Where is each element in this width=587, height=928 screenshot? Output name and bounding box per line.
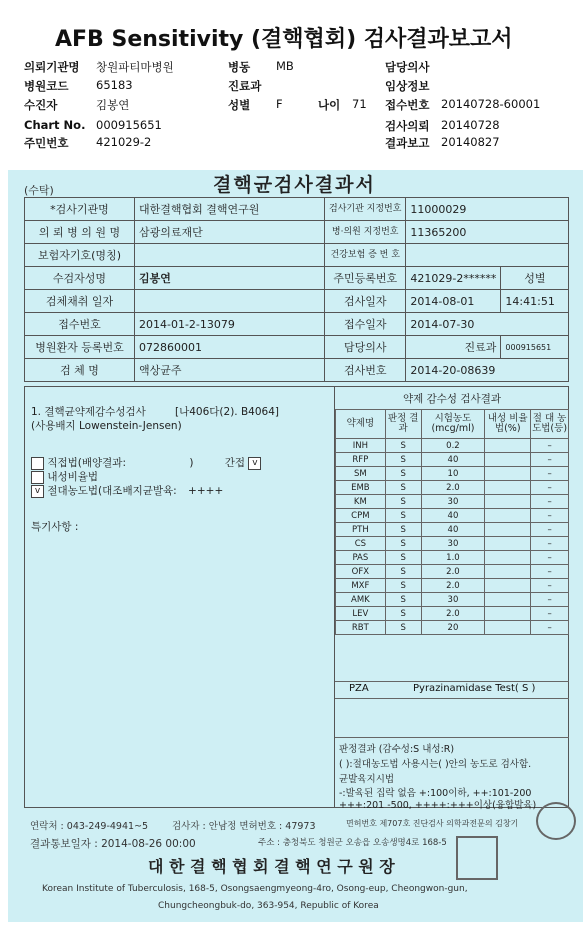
sensitivity-cell: S [385,523,421,537]
form-info-table [24,197,569,382]
sensitivity-cell [485,579,531,593]
sensitivity-cell: – [531,439,569,453]
sensitivity-cell: – [531,551,569,565]
sensitivity-cell: 30 [421,495,485,509]
specimen-value: 액상균주 [135,359,325,382]
sensitivity-cell [485,509,531,523]
test-time-value: 14:41:51 [501,290,569,313]
pt-reg-value: 072860001 [135,336,325,359]
sensitivity-cell [485,537,531,551]
absolute-value: ++++ [188,485,224,497]
id-value: 421029-2 [96,135,152,149]
test-no-label: 검사번호 [325,359,406,382]
sensitivity-cell: 2.0 [421,607,485,621]
sensitivity-row [336,551,569,565]
sensitivity-cell: – [531,495,569,509]
direct-checkbox[interactable] [31,457,44,470]
test-inst-no-value: 11000029 [406,198,569,221]
col-header: 약제명 [336,410,386,439]
doctor-label: 담당의사 [385,60,430,74]
sensitivity-cell: – [531,509,569,523]
col-header: 절 대 농도법(등) [531,410,569,439]
health-ins-value [406,244,569,267]
sensitivity-cell: SM [336,467,386,481]
sensitivity-cell: S [385,439,421,453]
req-inst-no-value: 11365200 [406,221,569,244]
ward-value: MB [276,59,294,73]
sensitivity-cell: – [531,607,569,621]
sensitivity-cell: 1.0 [421,551,485,565]
sensitivity-table [335,409,569,635]
request-value: 20140728 [441,118,500,132]
form-dept-value: 000915651 [501,336,569,359]
sensitivity-cell: 2.0 [421,565,485,579]
sensitivity-row [336,523,569,537]
sensitivity-cell: – [531,523,569,537]
exam-code: [나406다(2). B4064] [175,406,279,418]
request-label: 검사의뢰 [385,119,430,133]
exam-section [24,386,569,811]
footer-notify-date: 결과통보일자 : 2014-08-26 00:00 [30,838,196,850]
sensitivity-cell [485,551,531,565]
sensitivity-cell: S [385,495,421,509]
patient-value: 김봉연 [96,98,130,112]
sensitivity-row [336,453,569,467]
sensitivity-cell [485,523,531,537]
sensitivity-row [336,607,569,621]
org-seal-icon [456,836,498,880]
footer-license: 면허번호 제707호 진단검사 의학과전문의 김창기 [346,819,519,828]
sensitivity-cell [485,565,531,579]
name-value: 김봉연 [135,267,325,290]
sensitivity-cell [485,621,531,635]
req-inst-no-label: 병·의원 지정번호 [325,221,406,244]
sensitivity-cell [485,453,531,467]
sensitivity-cell: OFX [336,565,386,579]
footer-address-en2: Chungcheongbuk-do, 363-954, Republic of Korea [158,901,379,911]
sensitivity-cell: 30 [421,593,485,607]
pza-label: PZA [349,683,369,694]
absolute-label: 절대농도법(대조배지균발육: [47,485,177,497]
sensitivity-row [336,621,569,635]
receipt-value: 20140728-60001 [441,97,541,111]
sensitivity-cell: PAS [336,551,386,565]
reg-no-value: 421029-2****** [406,267,501,290]
sensitivity-cell: S [385,593,421,607]
col-header: 판정 결과 [385,410,421,439]
sensitivity-cell: – [531,481,569,495]
sensitivity-cell [485,607,531,621]
sensitivity-cell: S [385,621,421,635]
exam-line1: 1. 결핵균약제감수성검사 [31,406,146,418]
sensitivity-title: 약제 감수성 검사결과 [403,393,501,405]
sensitivity-cell: 40 [421,509,485,523]
form-doctor-label: 담당의사 [325,336,406,359]
sensitivity-cell: S [385,579,421,593]
sensitivity-cell: – [531,537,569,551]
receipt-no-value: 2014-01-2-13079 [135,313,325,336]
sensitivity-cell: S [385,453,421,467]
sensitivity-cell [485,439,531,453]
sensitivity-cell: 2.0 [421,579,485,593]
sensitivity-cell: 30 [421,537,485,551]
test-no-value: 2014-20-08639 [406,359,569,382]
footer-contact: 연락처 : 043-249-4941~5 [30,821,149,832]
collect-date-label: 검체채취 일자 [25,290,135,313]
sensitivity-cell: S [385,537,421,551]
sensitivity-header-row [336,410,569,439]
sensitivity-cell: S [385,607,421,621]
sensitivity-cell: AMK [336,593,386,607]
sensitivity-cell: S [385,565,421,579]
sensitivity-cell: 40 [421,523,485,537]
footer-address-en1: Korean Institute of Tuberculosis, 168-5, Osongsaengmyeong-4ro, Osong-eup, Cheongwon-gun, [42,884,468,894]
sensitivity-panel [334,387,569,811]
sensitivity-cell: – [531,467,569,481]
health-ins-label: 건강보험 증 번 호 [325,244,406,267]
legend-line5: +++:201 -500, ++++:+++이상(융합발육) [339,800,537,811]
id-label: 주민번호 [24,136,69,150]
pza-row [335,681,569,699]
test-date-label: 검사일자 [325,290,406,313]
scanned-result-form [8,170,583,922]
form-tag: (수탁) [24,184,54,197]
reg-no-label: 주민등록번호 [325,267,406,290]
sensitivity-cell: S [385,467,421,481]
name-label: 수검자성명 [25,267,135,290]
sensitivity-cell: CS [336,537,386,551]
legend-line4: -:발육된 집락 없음 +:100이하, ++:101-200 [339,788,532,799]
sensitivity-cell: PTH [336,523,386,537]
sensitivity-cell: 2.0 [421,481,485,495]
sensitivity-cell: – [531,621,569,635]
sensitivity-row [336,579,569,593]
req-inst-value: 삼광의료재단 [135,221,325,244]
chart-label: Chart No. [24,118,86,132]
sensitivity-cell [485,467,531,481]
sex-label: 성별 [228,98,251,112]
sensitivity-row [336,467,569,481]
clinical-label: 임상정보 [385,79,430,93]
footer-address-kr: 주소 : 충청북도 청원군 오송읍 오송생명4로 168-5 [258,838,447,848]
sensitivity-row [336,593,569,607]
sensitivity-cell: RFP [336,453,386,467]
institution-value: 창원파티마병원 [96,60,174,74]
sensitivity-row [336,565,569,579]
sensitivity-cell: MXF [336,579,386,593]
legend-line2: ( ):절대농도법 사용시는( )안의 농도로 검사함. [339,759,532,770]
collect-date-value [135,290,325,313]
legend-line3: 균발육지시법 [339,774,395,785]
chart-value: 000915651 [96,118,162,132]
absolute-method-row [31,483,223,498]
sensitivity-cell [485,495,531,509]
col-header: 내성 비율법(%) [485,410,531,439]
sensitivity-cell: 20 [421,621,485,635]
sensitivity-row [336,439,569,453]
sensitivity-cell [485,481,531,495]
receipt-no-label: 접수번호 [25,313,135,336]
lab-seal-icon [536,802,576,840]
patient-label: 수진자 [24,98,58,112]
form-dept-label: 진료과 [406,336,501,359]
direct-label: 직접법(배양결과: [47,457,126,469]
sensitivity-cell: S [385,509,421,523]
direct-method-row [31,455,261,470]
footer-inspector: 검사자 : 안남정 면허번호 : 47973 [172,821,316,832]
legend-divider [335,737,569,738]
ward-label: 병동 [228,60,251,74]
sensitivity-cell: – [531,593,569,607]
sensitivity-cell: CPM [336,509,386,523]
indirect-label: 간접 [224,457,246,469]
age-label: 나이 [318,98,341,112]
sex-value: F [276,97,283,111]
sensitivity-cell: S [385,551,421,565]
direct-close: ) [189,457,194,469]
sensitivity-cell: 0.2 [421,439,485,453]
result-report-label: 결과보고 [385,136,430,150]
sensitivity-cell: 40 [421,453,485,467]
receipt-date-label: 접수일자 [325,313,406,336]
req-inst-label: 의 뢰 병 의 원 명 [25,221,135,244]
form-sex-label: 성별 [501,267,569,290]
sensitivity-cell [485,593,531,607]
sensitivity-cell: RBT [336,621,386,635]
ratio-label: 내성비율법 [47,471,99,483]
sensitivity-row [336,495,569,509]
sensitivity-cell: INH [336,439,386,453]
pza-value: Pyrazinamidase Test( S ) [413,683,536,694]
test-inst-no-label: 검사기관 지정번호 [325,198,406,221]
sensitivity-cell: EMB [336,481,386,495]
sensitivity-cell: – [531,565,569,579]
ratio-checkbox[interactable] [31,471,44,484]
absolute-checkbox[interactable]: v [31,485,44,498]
insured-label: 보험자기호(명칭) [25,244,135,267]
sensitivity-cell: – [531,579,569,593]
report-title: AFB Sensitivity (결핵협회) 검사결과보고서 [55,27,513,52]
ratio-method-row [31,469,98,484]
test-date-value: 2014-08-01 [406,290,501,313]
footer-org-name: 대 한 결 핵 협 회 결 핵 연 구 원 장 [148,857,395,876]
sensitivity-cell: LEV [336,607,386,621]
hospital-code-value: 65183 [96,78,133,92]
test-inst-value: 대한결핵협회 결핵연구원 [135,198,325,221]
sensitivity-cell: S [385,481,421,495]
specimen-label: 검 체 명 [25,359,135,382]
test-inst-label: *검사기관명 [25,198,135,221]
receipt-label: 접수번호 [385,98,430,112]
age-value: 71 [352,97,367,111]
sensitivity-row [336,481,569,495]
pt-reg-label: 병원환자 등록번호 [25,336,135,359]
sensitivity-cell: 10 [421,467,485,481]
legend-line1: 판정결과 (감수성:S 내성:R) [339,744,455,755]
sensitivity-cell: – [531,453,569,467]
dept-label: 진료과 [228,79,262,93]
remarks-label: 특기사항 : [31,521,79,533]
institution-label: 의뢰기관명 [24,60,80,74]
indirect-checkbox[interactable]: v [248,457,261,470]
form-title: 결핵균검사결과서 [213,174,376,196]
sensitivity-row [336,537,569,551]
result-report-value: 20140827 [441,135,500,149]
exam-line2: (사용배지 Lowenstein-Jensen) [31,420,182,432]
hospital-code-label: 병원코드 [24,79,69,93]
col-header: 시험농도 (mcg/ml) [421,410,485,439]
receipt-date-value: 2014-07-30 [406,313,569,336]
sensitivity-row [336,509,569,523]
insured-value [135,244,325,267]
sensitivity-cell: KM [336,495,386,509]
